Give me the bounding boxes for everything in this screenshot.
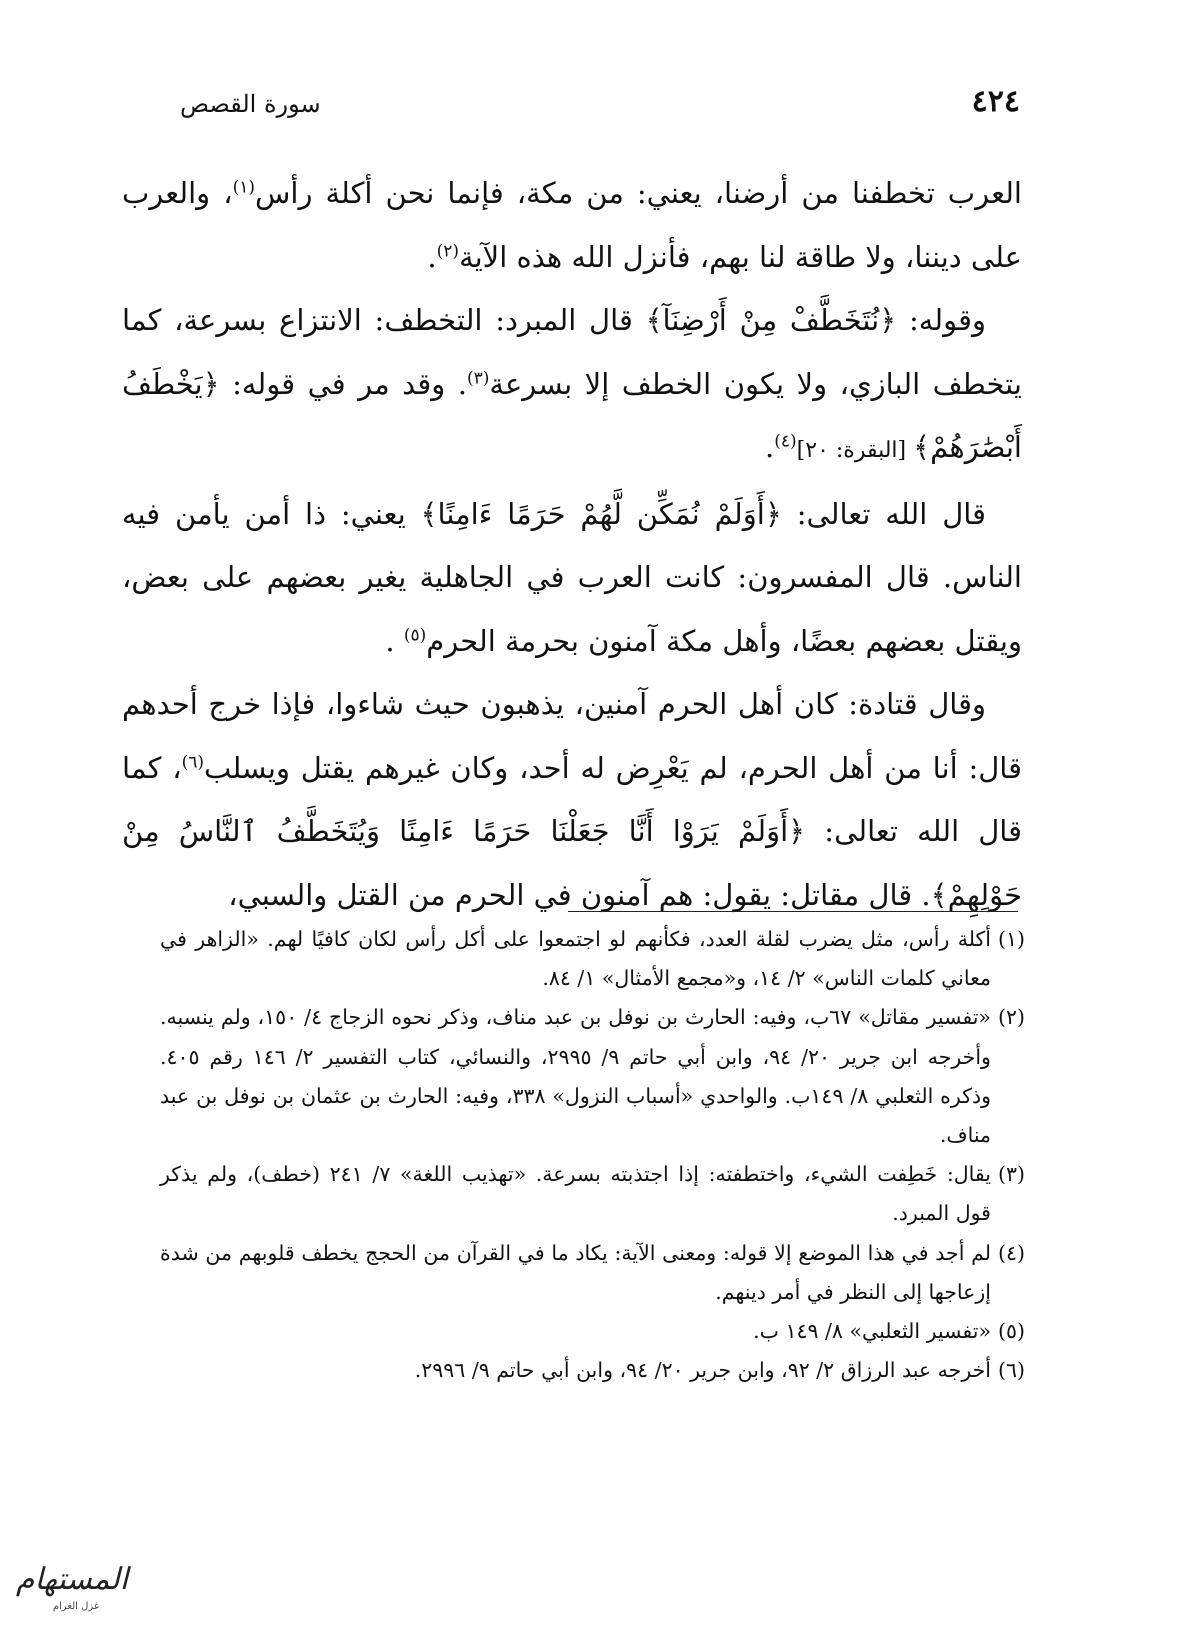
text-run: . [427,239,437,274]
footnote [160,1234,1025,1312]
text-run: . [385,623,404,658]
verse-reference: [البقرة: ٢٠] [796,438,914,463]
footnote-number: (١) [997,927,1025,951]
watermark-text: المستهام [15,1562,129,1597]
footnote-text: «تفسير الثعلبي» ٨/ ١٤٩ ب. [753,1319,991,1344]
footnote [160,1155,1025,1233]
quran-verse: ﴿يَخْطَفُ أَبْصَٰرَهُمْ﴾ [122,366,1022,464]
watermark-logo [12,1555,132,1615]
footnote-divider [568,911,1018,912]
footnote-number: (٥) [997,1319,1025,1344]
footnote [160,998,1025,1155]
paragraph [122,483,1022,674]
footnote-number: (٦) [997,1358,1025,1383]
quran-verse: ﴿أَوَلَمْ نُمَكِّن لَّهُمْ حَرَمًا ءَامِنًا﴾ [420,496,782,531]
footnote-text: «تفسير مقاتل» ٦٧ب، وفيه: الحارث بن نوفل بن عبد مناف، وذكر نحوه الزجاج ٤/ ١٥٠، ولم ينسبه. وأخرجه ابن جرير ٢٠/ ٩٤، وابن أبي حاتم ٩/ ٢٩٩٥، والنسائي، كتاب التفسير ٢/ ١٤٦ رقم ٤٠٥. وذكره الثعلبي ٨/ ١٤٩ب. والواحدي «أسباب النزول» ٣٣٨، وفيه: الحارث بن عثمان بن نوفل بن عبد مناف. [160,1005,991,1148]
running-title: سورة القصص [180,90,321,118]
footnote [160,920,1025,998]
paragraph [122,162,1022,289]
paragraph [122,289,1022,483]
text-run: ، والعرب على ديننا، ولا طاقة لنا بهم، فأنزل الله هذه الآية [122,176,1022,274]
text-run: يعني: ذا أمن يأمن فيه الناس. قال المفسرون: كانت العرب في الجاهلية يغير بعضهم على بعض، ويقتل بعضهم بعضًا، وأهل مكة آمنون بحرمة الحرم [122,496,1022,658]
text-run: وقوله: [896,303,986,337]
footnote-text: أكلة رأس، مثل يضرب لقلة العدد، فكأنهم لو اجتمعوا على أكل رأس لكان كافيًا لهم. «الزاهر في معاني كلمات الناس» ٢/ ١٤، و«مجمع الأمثال» ١/ ٨٤. [160,927,991,991]
footnote-marker: (١) [232,177,255,198]
footnote-marker: (٣) [466,367,490,388]
footnote-marker: (٦) [181,751,204,772]
footnote-text: يقال: خَطِفت الشيء، واختطفته: إذا اجتذبته بسرعة. «تهذيب اللغة» ٧/ ٢٤١ (خطف)، ولم يذكر قول المبرد. [160,1162,991,1226]
footnote [160,1312,1025,1351]
footnote-number: (٣) [997,1162,1025,1187]
paragraph [122,673,1022,927]
quran-verse: ﴿نُتَخَطَّفْ مِنْ أَرْضِنَآ﴾ [645,303,897,337]
footnote-marker: (٢) [436,240,460,261]
text-run: قال المبرد: التخطف: الانتزاع بسرعة، كما يتخطف البازي، ولا يكون الخطف إلا بسرعة [122,303,1022,401]
footnote-text: أخرجه عبد الرزاق ٢/ ٩٢، وابن جرير ٢٠/ ٩٤، وابن أبي حاتم ٩/ ٢٩٩٦. [414,1358,991,1383]
text-run: العرب تخطفنا من أرضنا، يعني: من مكة، فإنما نحن أكلة رأس [255,176,1022,210]
footnote-text: لم أجد في هذا الموضع إلا قوله: ومعنى الآية: يكاد ما في القرآن من الحجج يخطف قلوبهم من شدة إزعاجها إلى النظر في أمر دينهم. [160,1240,991,1304]
text-run: . وقد مر في قوله: [219,366,467,401]
watermark-subtext: غزل الغرام [52,1601,100,1612]
page-header [180,84,1020,128]
footnote-marker: (٥) [403,624,427,645]
text-run: وقال قتادة: كان أهل الحرم آمنين، يذهبون حيث شاءوا، فإذا خرج أحدهم قال: أنا من أهل الحرم، لم يَعْرِض له أحد، وكان غيرهم يقتل ويسلب [122,687,1022,785]
page-number: ٤٢٤ [971,84,1020,119]
main-text [122,162,1022,927]
footnote-marker: (٤) [774,431,797,452]
footnote [160,1351,1025,1390]
footnote-number: (٤) [997,1240,1025,1265]
text-run: . قال مقاتل: يقول: هم آمنون في الحرم من القتل والسبي، [228,877,931,912]
quran-verse: ﴿أَوَلَمْ يَرَوْا أَنَّا جَعَلْنَا حَرَمًا ءَامِنًا وَيُتَخَطَّفُ ٱلنَّاسُ مِنْ حَوْلِهِمْ﴾ [122,814,1022,912]
text-run: قال الله تعالى: [781,496,986,531]
footnotes [160,920,1025,1390]
footnote-number: (٢) [997,1005,1025,1030]
text-run: . [765,430,775,464]
text-run: ، كما قال الله تعالى: [122,750,1023,848]
